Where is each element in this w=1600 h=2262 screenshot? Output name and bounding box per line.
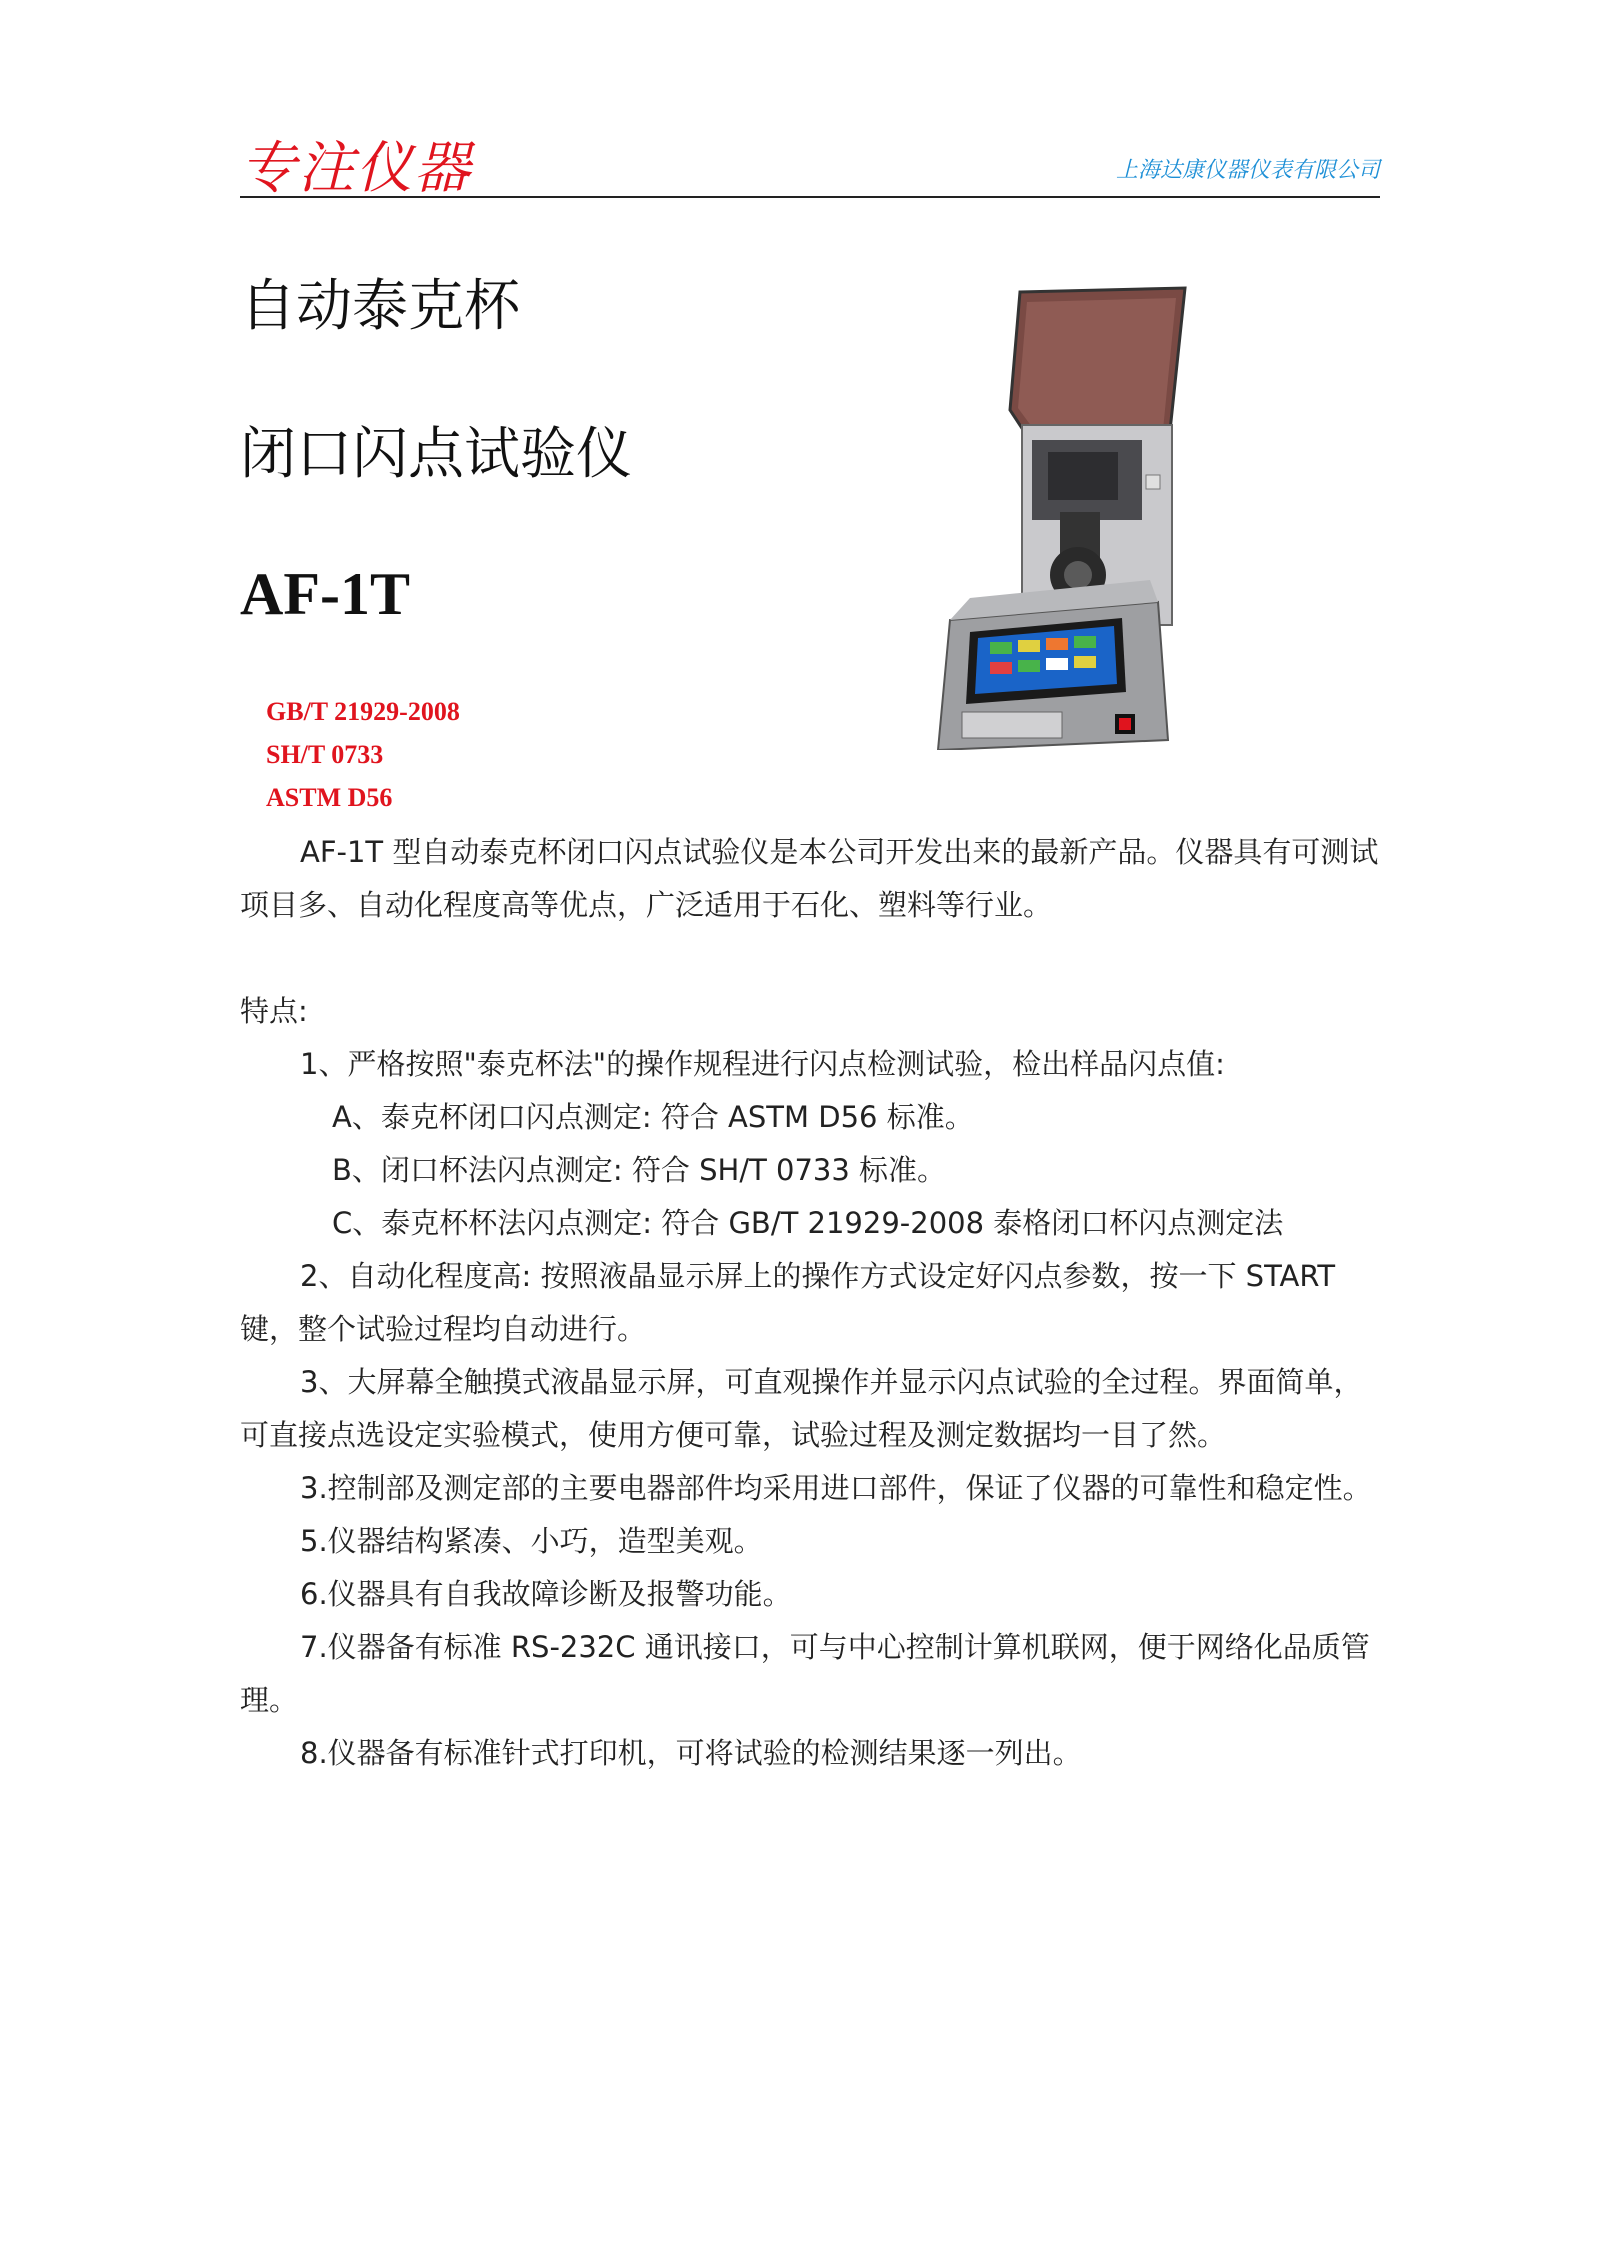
feature-subitem: C、泰克杯杯法闪点测定: 符合 GB/T 21929-2008 泰格闭口杯闪点测定法	[332, 1206, 1284, 1240]
page-header	[240, 120, 1380, 201]
logo-text: 专注仪器	[240, 136, 472, 201]
standard-sht: SH/T 0733	[266, 740, 384, 769]
feature-item: 8.仪器备有标准针式打印机，可将试验的检测结果逐一列出。	[300, 1736, 1082, 1770]
content-body	[240, 826, 1380, 1780]
title-line-2: 闭口闪点试验仪	[240, 422, 632, 487]
feature-subitem: B、闭口杯法闪点测定: 符合 SH/T 0733 标准。	[332, 1153, 947, 1187]
product-photo	[900, 280, 1200, 750]
intro-paragraph: AF-1T 型自动泰克杯闭口闪点试验仪是本公司开发出来的最新产品。仪器具有可测试项目多、自动化程度高等优点，广泛适用于石化、塑料等行业。	[240, 835, 1379, 922]
feature-item: 6.仪器具有自我故障诊断及报警功能。	[300, 1577, 792, 1611]
feature-item: 2、自动化程度高: 按照液晶显示屏上的操作方式设定好闪点参数，按一下 START 键，整个试验过程均自动进行。	[240, 1259, 1336, 1346]
title-line-1: 自动泰克杯	[240, 274, 520, 339]
standards-list	[266, 690, 460, 819]
standard-gbt: GB/T 21929-2008	[266, 697, 460, 726]
model-number: AF-1T	[240, 561, 410, 627]
feature-item: 3、大屏幕全触摸式液晶显示屏，可直观操作并显示闪点试验的全过程。界面简单，可直接点选设定实验模式，使用方便可靠，试验过程及测定数据均一目了然。	[240, 1365, 1363, 1452]
feature-item: 1、严格按照"泰克杯法"的操作规程进行闪点检测试验，检出样品闪点值:	[300, 1047, 1225, 1081]
company-name: 上海达康仪器仪表有限公司	[1115, 158, 1380, 183]
features-heading: 特点:	[240, 994, 308, 1028]
feature-subitem: A、泰克杯闭口闪点测定: 符合 ASTM D56 标准。	[332, 1100, 974, 1134]
standard-astm: ASTM D56	[266, 783, 393, 812]
feature-item: 3.控制部及测定部的主要电器部件均采用进口部件，保证了仪器的可靠性和稳定性。	[300, 1471, 1372, 1505]
feature-item: 7.仪器备有标准 RS-232C 通讯接口，可与中心控制计算机联网，便于网络化品质管理。	[240, 1630, 1370, 1717]
feature-item: 5.仪器结构紧凑、小巧，造型美观。	[300, 1524, 763, 1558]
